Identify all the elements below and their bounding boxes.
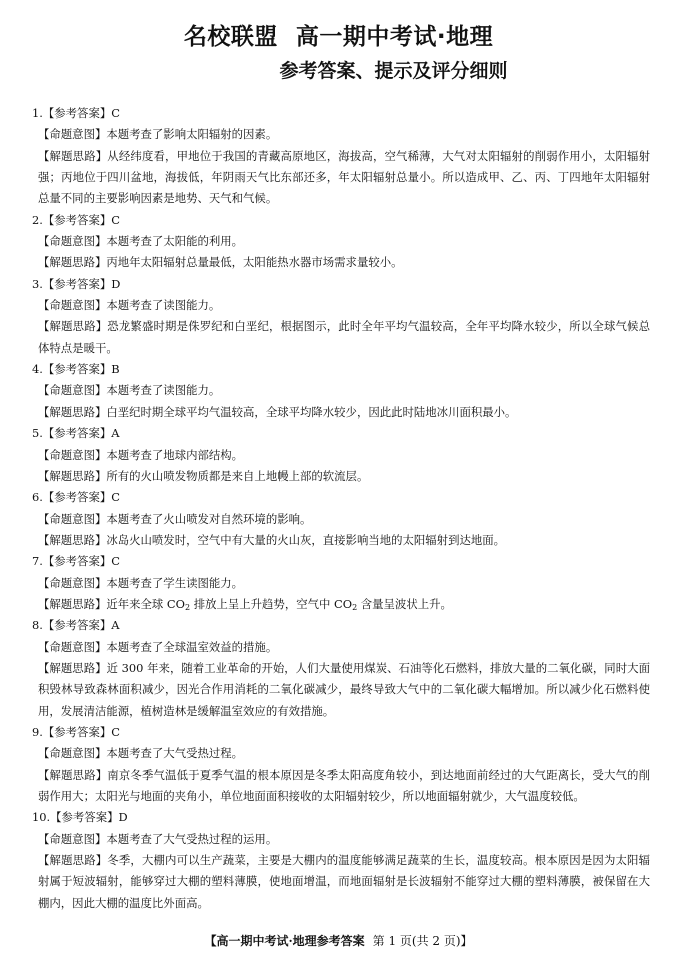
analysis-paragraph: 【解题思路】所有的火山喷发物质都是来自上地幔上部的软流层。 — [38, 468, 369, 483]
analysis-paragraph: 【解题思路】白垩纪时期全球平均气温较高，全球平均降水较少，因此此时陆地冰川面积最小。 — [38, 404, 517, 419]
question-number: 1. — [32, 106, 43, 120]
answer-letter: C — [111, 106, 120, 120]
answer-letter: C — [111, 212, 120, 227]
answer-letter: A — [111, 426, 120, 441]
question-number: 10. — [32, 810, 51, 825]
question-block — [32, 103, 650, 210]
answer-label: 【参考答案】 — [42, 276, 112, 291]
analysis-text: 含量呈波状上升。 — [357, 596, 452, 611]
analysis-paragraph: 【解题思路】冰岛火山喷发时，空气中有大量的火山灰，直接影响当地的太阳辐射到达地面。 — [38, 532, 506, 547]
question-block — [32, 615, 650, 722]
question-block — [32, 487, 650, 551]
question-block — [32, 210, 650, 274]
page-footer — [0, 932, 677, 949]
intent-line: 【命题意图】本题考查了读图能力。 — [38, 298, 221, 313]
question-block — [32, 722, 650, 807]
answer-label: 【参考答案】 — [42, 426, 112, 441]
answer-label: 【参考答案】 — [42, 362, 112, 377]
answer-line — [32, 210, 650, 231]
question-block — [32, 423, 650, 487]
analysis-paragraph — [32, 594, 650, 615]
answer-line — [32, 722, 650, 743]
answer-line — [32, 359, 650, 380]
question-number: 3. — [32, 276, 43, 291]
question-block — [32, 359, 650, 423]
intent-line: 【命题意图】本题考查了地球内部结构。 — [38, 447, 244, 462]
answer-line — [32, 274, 650, 295]
answer-label: 【参考答案】 — [42, 490, 112, 505]
question-number: 9. — [32, 724, 43, 739]
analysis-paragraph: 【解题思路】冬季，大棚内可以生产蔬菜，主要是大棚内的温度能够满足蔬菜的生长，温度较高。根本原因是因为太阳辐射属于短波辐射，能够穿过大棚的塑料薄膜，使地面增温，而地面辐射是长波辐射不能穿过大棚的塑料薄膜，被保留在大棚内，因此大棚的温度比外面高。 — [38, 853, 650, 910]
answer-label: 【参考答案】 — [42, 554, 112, 569]
intent-line: 【命题意图】本题考查了读图能力。 — [38, 383, 221, 398]
question-number: 6. — [32, 490, 43, 505]
question-number: 5. — [32, 426, 43, 441]
answer-label: 【参考答案】 — [50, 810, 119, 825]
analysis-paragraph: 【解题思路】从经纬度看，甲地位于我国的青藏高原地区，海拔高，空气稀薄，大气对太阳辐射的削弱作用小，太阳辐射强；丙地位于四川盆地，海拔低，年阴雨天气比东部还多，年太阳辐射总量小。所以造成甲、乙、丙、丁四地年太阳辐射总量不同的主要影响因素是地势、天气和气候。 — [38, 148, 650, 206]
intent-line: 【命题意图】本题考查了火山喷发对自然环境的影响。 — [38, 511, 312, 526]
analysis-text: 排放上呈上升趋势，空气中 CO — [190, 596, 353, 611]
question-block — [32, 274, 650, 359]
answer-label: 【参考答案】 — [42, 212, 112, 227]
intent-line: 【命题意图】本题考查了全球温室效益的措施。 — [38, 639, 278, 654]
question-number: 4. — [32, 362, 43, 377]
question-number: 2. — [32, 212, 43, 227]
question-block — [32, 807, 650, 914]
footer-label: 【高一期中考试·地理参考答案 — [204, 934, 365, 948]
question-block — [32, 551, 650, 615]
subscript: 2 — [352, 602, 358, 612]
analysis-paragraph: 【解题思路】丙地年太阳辐射总量最低，太阳能热水器市场需求量较小。 — [38, 255, 403, 270]
analysis-paragraph: 【解题思路】南京冬季气温低于夏季气温的根本原因是冬季太阳高度角较小，到达地面前经过的大气距离长，受大气的削弱作用大；太阳光与地面的夹角小，单位地面面积接收的太阳辐射较少，所以地面辐射就少，大气温度较低。 — [38, 767, 650, 803]
answer-letter: B — [111, 362, 120, 377]
answer-line — [32, 615, 650, 636]
answer-letter: C — [111, 490, 120, 505]
title-school-alliance: 名校联盟 — [183, 24, 278, 50]
answer-line — [32, 487, 650, 508]
page-title — [0, 18, 677, 51]
answer-line — [32, 423, 650, 444]
footer-page-number: 第 1 页(共 2 页)】 — [372, 934, 473, 948]
answer-label: 【参考答案】 — [42, 618, 112, 633]
answer-line — [32, 551, 650, 572]
answer-line — [32, 807, 650, 828]
answer-label: 【参考答案】 — [42, 106, 112, 120]
title-exam-name: 高一期中考试·地理 — [295, 24, 494, 50]
analysis-text: 【解题思路】近年来全球 CO — [38, 596, 185, 611]
answer-letter: A — [111, 618, 120, 633]
intent-line: 【命题意图】本题考查了影响太阳辐射的因素。 — [38, 127, 278, 142]
question-number: 8. — [32, 618, 43, 633]
intent-line: 【命题意图】本题考查了大气受热过程。 — [38, 746, 244, 761]
answer-label: 【参考答案】 — [42, 724, 112, 739]
subscript: 2 — [184, 602, 191, 612]
analysis-paragraph: 【解题思路】近 300 年来，随着工业革命的开始，人们大量使用煤炭、石油等化石燃料，排放大量的二氧化碳，同时大面积毁林导致森林面积减少，因光合作用消耗的二氧化碳减少，最终导致大气中的二氧化碳大幅增加。所以减少化石燃料使用，发展清洁能源，植树造林是缓解温室效应的有效措施。 — [38, 660, 650, 718]
answer-letter: D — [118, 810, 128, 825]
answer-line — [32, 103, 650, 124]
answer-letter: C — [111, 554, 120, 569]
answer-list — [32, 103, 650, 914]
intent-line: 【命题意图】本题考查了学生读图能力。 — [38, 575, 244, 590]
intent-line: 【命题意图】本题考查了大气受热过程的运用。 — [38, 831, 278, 846]
intent-line: 【命题意图】本题考查了太阳能的利用。 — [38, 234, 244, 249]
analysis-paragraph: 【解题思路】恐龙繁盛时期是侏罗纪和白垩纪，根据图示，此时全年平均气温较高，全年平均降水较少，所以全球气候总体特点是暖干。 — [38, 319, 650, 355]
question-number: 7. — [32, 554, 43, 569]
answer-letter: D — [111, 276, 121, 291]
answer-letter: C — [111, 724, 120, 739]
page-subtitle: 参考答案、提示及评分细则 — [279, 60, 508, 82]
